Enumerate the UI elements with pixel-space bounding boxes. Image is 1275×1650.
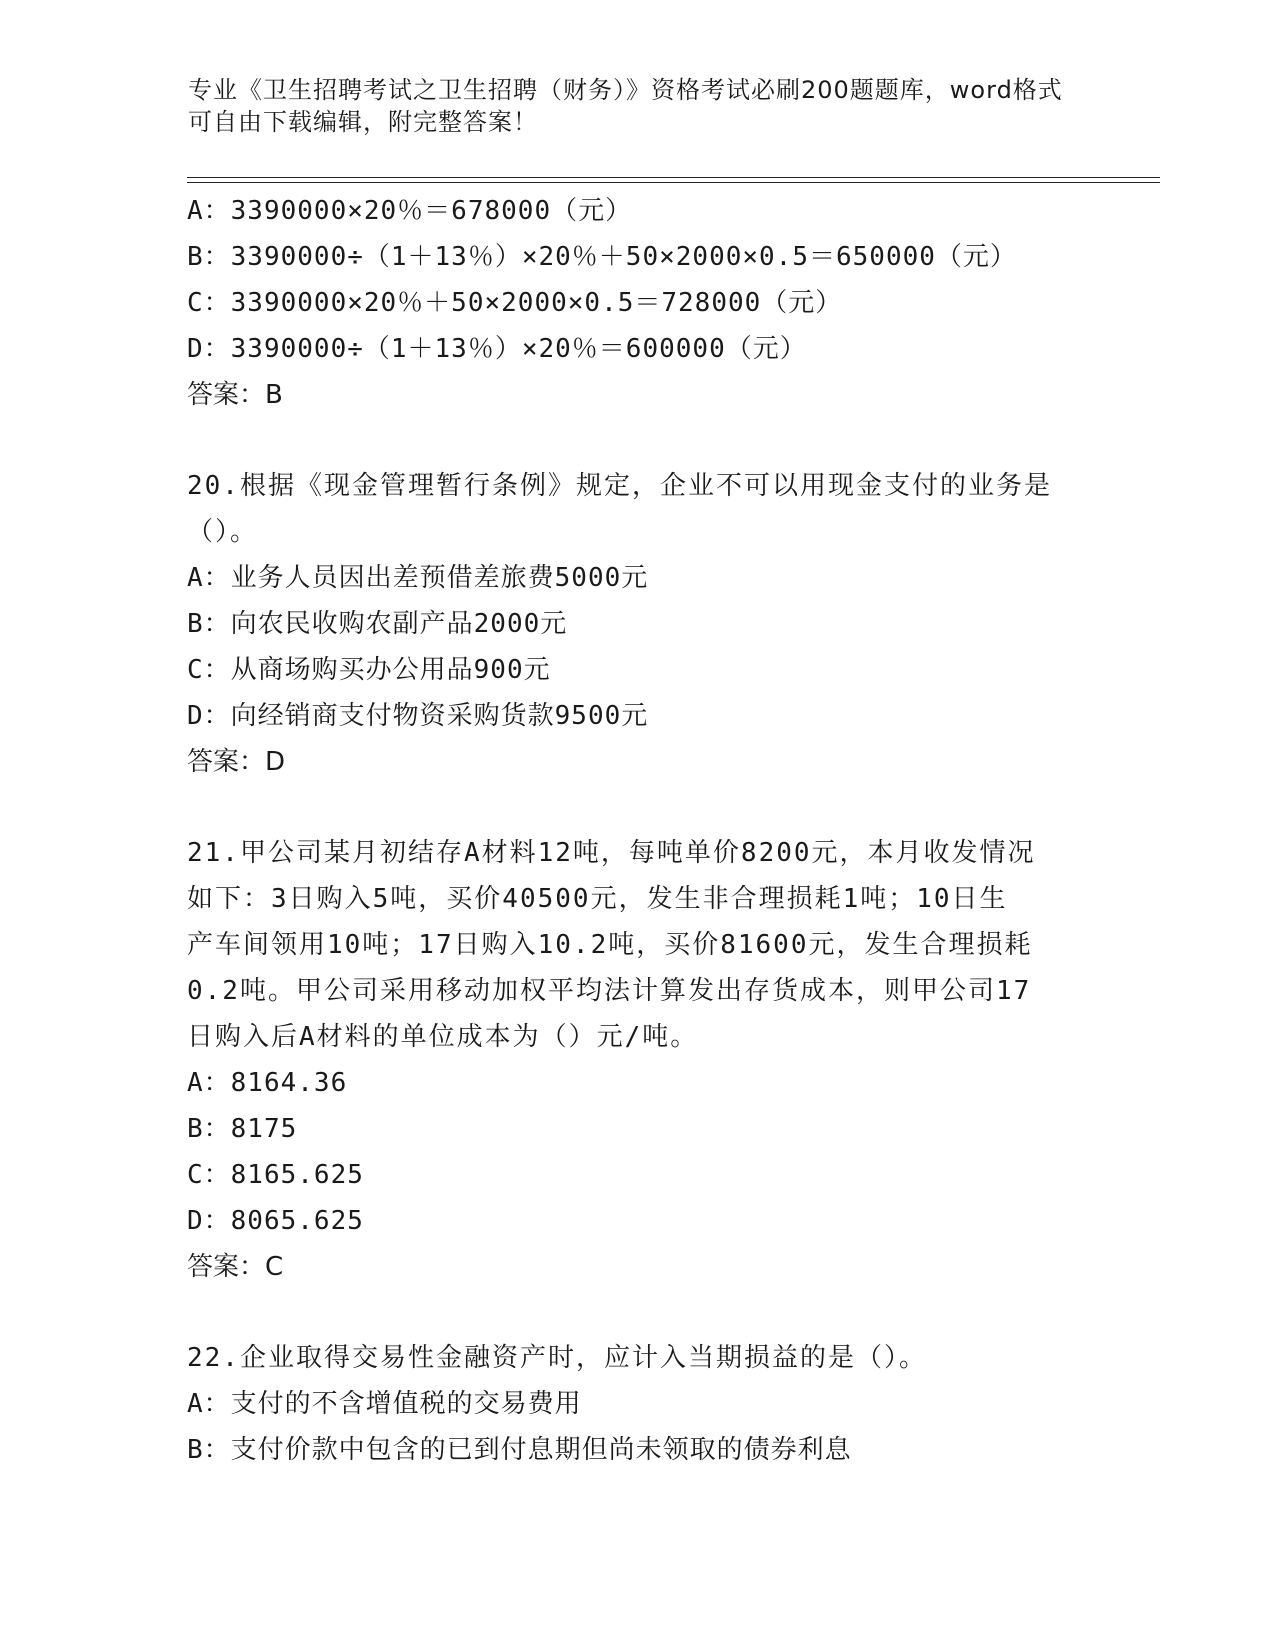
option-d: D：向经销商支付物资采购货款9500元: [187, 701, 649, 731]
spacer: [187, 1290, 1087, 1335]
option-a: A：8164.36: [187, 1068, 348, 1098]
question-stem-line: 22.企业取得交易性金融资产时，应计入当期损益的是（）。: [187, 1343, 927, 1373]
question-21: [187, 830, 1087, 1290]
question-stem-line: 产车间领用10吨；17日购入10.2吨，买价81600元，发生合理损耗: [187, 930, 1033, 960]
header-line-2: 可自由下载编辑，附完整答案！: [188, 108, 538, 136]
option-d: D：8065.625: [187, 1206, 364, 1236]
question-19: [187, 188, 1087, 418]
question-22: [187, 1335, 1087, 1473]
option-b: B：8175: [187, 1114, 298, 1144]
option-a: A：支付的不含增值税的交易费用: [187, 1389, 582, 1419]
spacer: [187, 418, 1087, 463]
question-stem-line: （）。: [187, 517, 259, 547]
option-c: C：从商场购买办公用品900元: [187, 655, 551, 685]
answer-line: 答案：B: [187, 380, 283, 410]
spacer: [187, 785, 1087, 830]
header-divider-bottom: [187, 182, 1160, 183]
question-stem-line: 21.甲公司某月初结存A材料12吨，每吨单价8200元，本月收发情况: [187, 838, 1036, 868]
question-20: [187, 463, 1087, 785]
option-c: C：3390000×20％＋50×2000×0.5＝728000（元）: [187, 288, 843, 318]
question-stem-line: 0.2吨。甲公司采用移动加权平均法计算发出存货成本，则甲公司17: [187, 976, 1032, 1006]
question-stem-line: 日购入后A材料的单位成本为（）元/吨。: [187, 1022, 699, 1052]
question-list: [187, 188, 1087, 1473]
document-header: [188, 74, 1088, 138]
option-b: B：支付价款中包含的已到付息期但尚未领取的债券利息: [187, 1435, 852, 1465]
option-c: C：8165.625: [187, 1160, 364, 1190]
answer-line: 答案：C: [187, 1252, 284, 1282]
question-stem-line: 如下：3日购入5吨，买价40500元，发生非合理损耗1吨；10日生: [187, 884, 1008, 914]
option-d: D：3390000÷（1＋13％）×20％＝600000（元）: [187, 334, 807, 364]
option-b: B：向农民收购农副产品2000元: [187, 609, 568, 639]
answer-line: 答案：D: [187, 747, 286, 777]
option-b: B：3390000÷（1＋13％）×20％＋50×2000×0.5＝650000（元）: [187, 242, 1017, 272]
header-line-1: 专业《卫生招聘考试之卫生招聘（财务）》资格考试必刷200题题库，word格式: [188, 76, 1063, 104]
option-a: A：业务人员因出差预借差旅费5000元: [187, 563, 649, 593]
option-a: A：3390000×20％＝678000（元）: [187, 196, 633, 226]
header-divider-top: [187, 177, 1160, 178]
question-stem-line: 20.根据《现金管理暂行条例》规定，企业不可以用现金支付的业务是: [187, 471, 1052, 501]
